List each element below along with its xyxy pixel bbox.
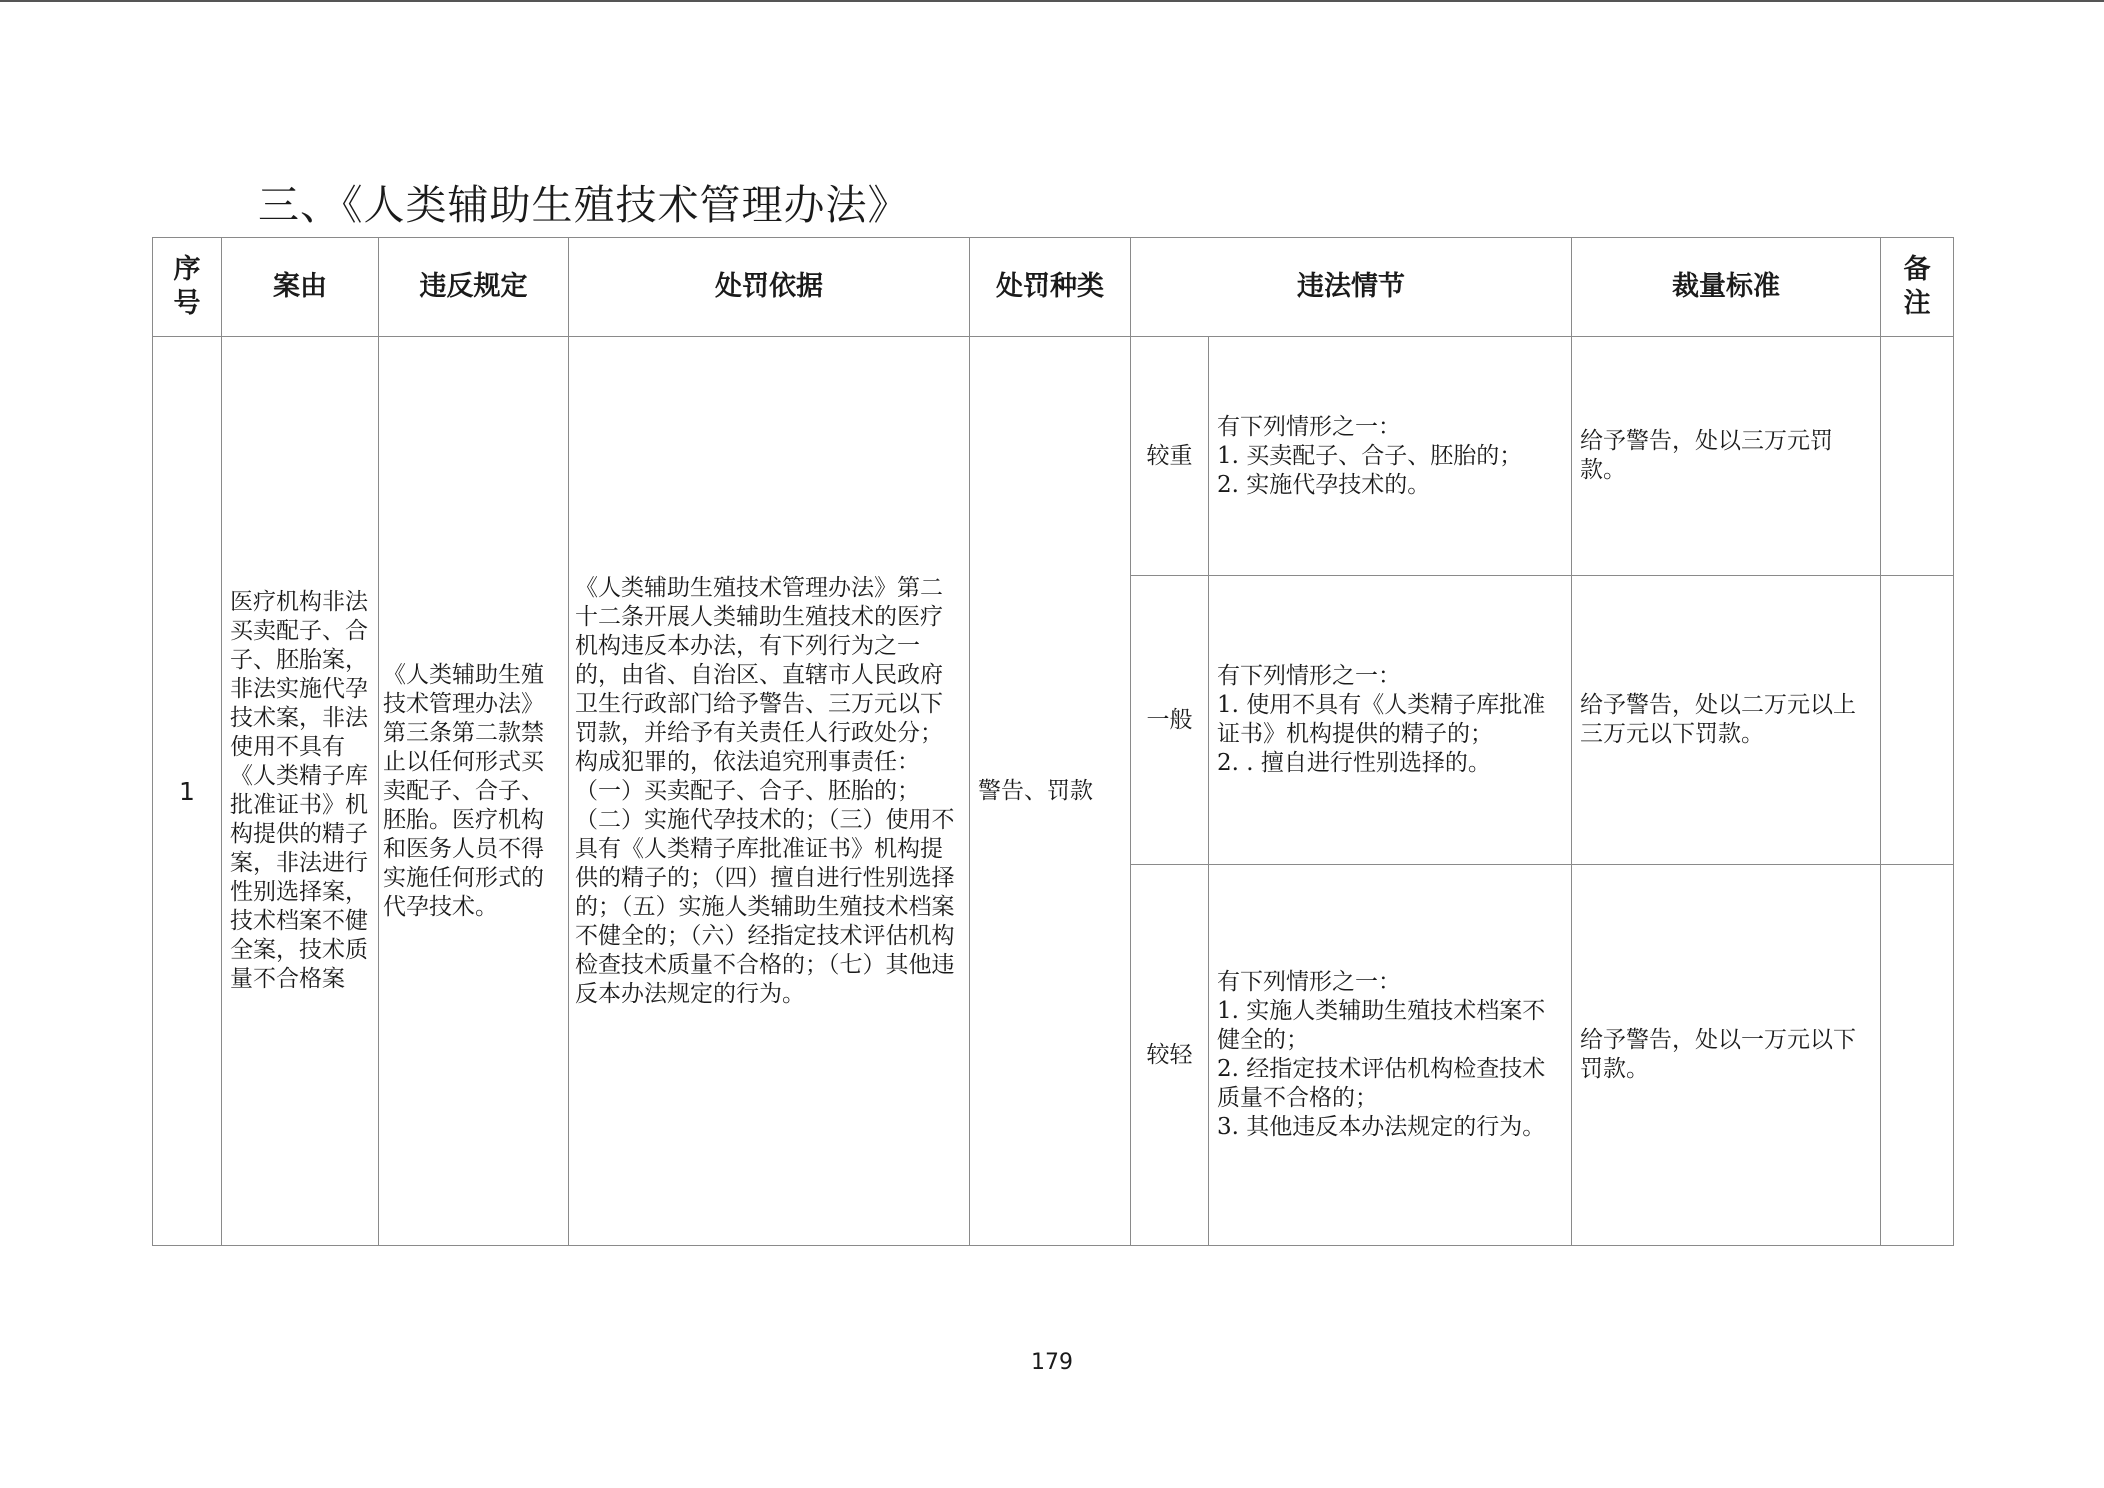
header-seq: 序号 <box>153 238 222 337</box>
row-violation: 《人类辅助生殖技术管理办法》第三条第二款禁止以任何形式买卖配子、合子、胚胎。医疗机构和医务人员不得实施任何形式的代孕技术。 <box>379 337 569 1246</box>
circumstance-line: 2. 实施代孕技术的。 <box>1217 471 1431 498</box>
section-title: 三、《人类辅助生殖技术管理办法》 <box>258 181 910 229</box>
row-seq: 1 <box>153 337 222 1246</box>
remarks-cell <box>1881 576 1954 865</box>
circumstance-line: 2. . 擅自进行性别选择的。 <box>1217 750 1491 776</box>
level-label: 一般 <box>1131 576 1209 865</box>
circumstance-line: 有下列情形之一： <box>1217 663 1401 689</box>
header-case: 案由 <box>222 238 379 337</box>
level-label: 较重 <box>1131 337 1209 576</box>
header-remarks: 备注 <box>1881 238 1954 337</box>
level-circumstances <box>1209 865 1572 1246</box>
header-penalty-type: 处罚种类 <box>970 238 1131 337</box>
row-basis: 《人类辅助生殖技术管理办法》第二十二条开展人类辅助生殖技术的医疗机构违反本办法，有下列行为之一的，由省、自治区、直辖市人民政府卫生行政部门给予警告、三万元以下罚款，并给予有关责任人行政处分；构成犯罪的，依法追究刑事责任：（一）买卖配子、合子、胚胎的；（二）实施代孕技术的；（三）使用不具有《人类精子库批准证书》机构提供的精子的；（四）擅自进行性别选择的；（五）实施人类辅助生殖技术档案不健全的；（六）经指定技术评估机构检查技术质量不合格的；（七）其他违反本办法规定的行为。 <box>569 337 970 1246</box>
circumstance-line: 有下列情形之一： <box>1217 413 1401 440</box>
page-number: 179 <box>1031 1350 1073 1375</box>
header-standard: 裁量标准 <box>1572 238 1881 337</box>
circumstance-line: 3. 其他违反本办法规定的行为。 <box>1217 1114 1546 1140</box>
table-row <box>153 337 1954 576</box>
remarks-cell <box>1881 865 1954 1246</box>
level-standard: 给予警告，处以二万元以上三万元以下罚款。 <box>1572 576 1881 865</box>
circumstance-line: 1. 实施人类辅助生殖技术档案不健全的； <box>1217 998 1546 1053</box>
header-violation: 违反规定 <box>379 238 569 337</box>
top-border-rule <box>0 0 2104 2</box>
header-circumstances: 违法情节 <box>1131 238 1572 337</box>
circumstance-line: 2. 经指定技术评估机构检查技术质量不合格的； <box>1217 1056 1546 1111</box>
header-basis: 处罚依据 <box>569 238 970 337</box>
circumstance-line: 1. 使用不具有《人类精子库批准证书》机构提供的精子的； <box>1217 692 1546 747</box>
row-case: 医疗机构非法买卖配子、合子、胚胎案，非法实施代孕技术案，非法使用不具有《人类精子库批准证书》机构提供的精子案，非法进行性别选择案，技术档案不健全案，技术质量不合格案 <box>222 337 379 1246</box>
penalty-table <box>152 237 1954 1246</box>
level-label: 较轻 <box>1131 865 1209 1246</box>
level-standard: 给予警告，处以三万元罚款。 <box>1572 337 1881 576</box>
level-circumstances <box>1209 337 1572 576</box>
header-row <box>153 238 1954 337</box>
level-circumstances <box>1209 576 1572 865</box>
circumstance-line: 有下列情形之一： <box>1217 969 1401 995</box>
remarks-cell <box>1881 337 1954 576</box>
circumstance-line: 1. 买卖配子、合子、胚胎的； <box>1217 442 1523 469</box>
row-penalty-type: 警告、罚款 <box>970 337 1131 1246</box>
level-standard: 给予警告，处以一万元以下罚款。 <box>1572 865 1881 1246</box>
